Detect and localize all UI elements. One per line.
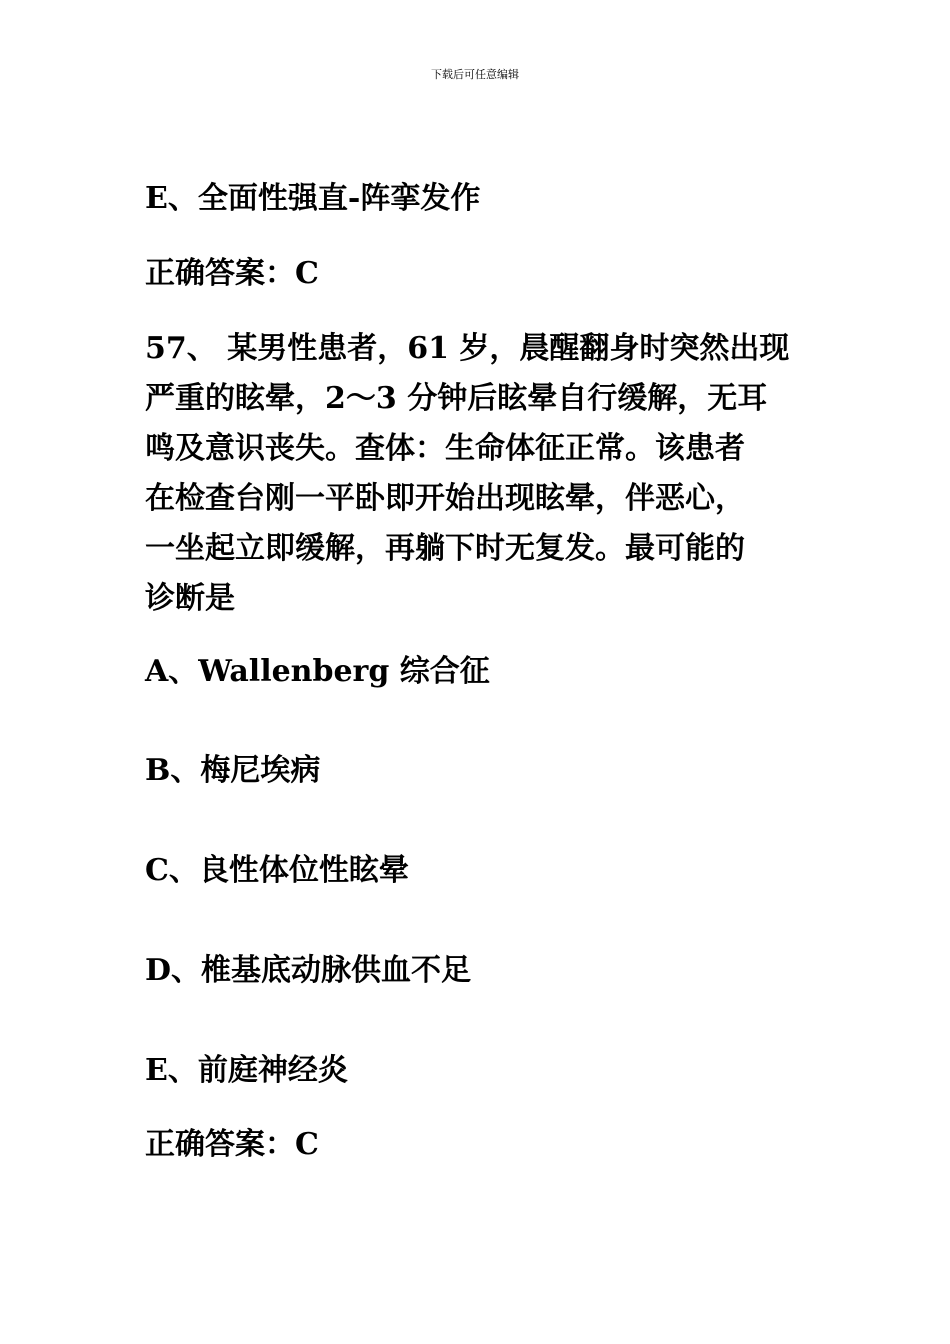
option-c: C、良性体位性眩晕 — [145, 853, 409, 888]
question-line-3: 鸣及意识丧失。查体：生命体征正常。该患者 — [145, 431, 745, 466]
prev-answer: 正确答案：C — [145, 256, 319, 291]
question-line-2: 严重的眩晕，2～3 分钟后眩晕自行缓解，无耳 — [145, 381, 768, 416]
option-b: B、梅尼埃病 — [145, 753, 321, 788]
option-d: D、椎基底动脉供血不足 — [145, 953, 472, 988]
question-stem — [145, 324, 815, 624]
question-line-4: 在检查台刚一平卧即开始出现眩晕，伴恶心， — [145, 481, 745, 516]
page-header: 下载后可任意编辑 — [431, 68, 519, 81]
prev-option-e: E、全面性强直-阵挛发作 — [145, 181, 481, 216]
question-line-6: 诊断是 — [145, 581, 235, 616]
question-line-1: 57、 某男性患者，61 岁，晨醒翻身时突然出现 — [145, 331, 790, 366]
question-line-5: 一坐起立即缓解，再躺下时无复发。最可能的 — [145, 531, 745, 566]
option-a: A、Wallenberg 综合征 — [145, 654, 490, 689]
correct-answer: 正确答案：C — [145, 1127, 319, 1162]
option-e: E、前庭神经炎 — [145, 1053, 348, 1088]
